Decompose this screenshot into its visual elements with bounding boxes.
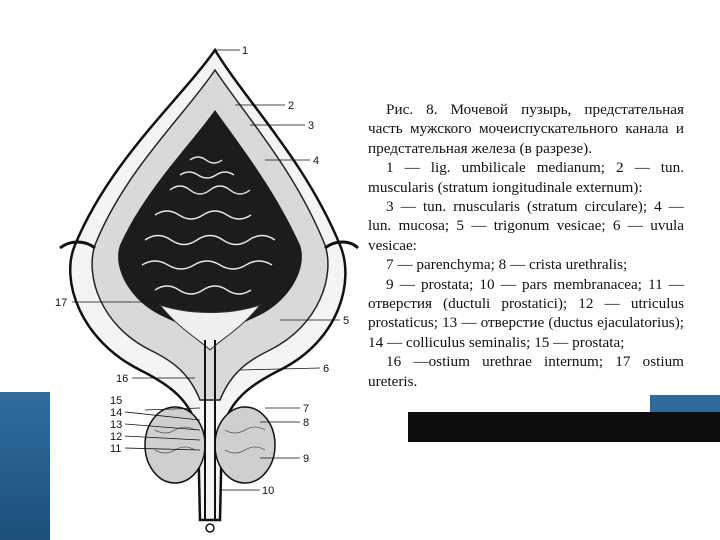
figure-label-7: 7 (303, 403, 310, 415)
figure-label-4: 4 (313, 155, 320, 167)
caption-legend-2: 3 — tun. rnuscularis (stratum circulare); 4 — lun. mucosa; 5 — trigonum vesicae; 6 — uvula vesicae: (368, 198, 684, 254)
bladder-prostate-illustration (50, 40, 360, 540)
figure-label-14: 14 (110, 407, 123, 419)
figure-label-8: 8 (303, 417, 310, 429)
figure-label-12: 12 (110, 431, 123, 443)
decorative-dark-band (408, 412, 720, 442)
caption-title: Рис. 8. Мочевой пузырь, предстательная часть мужского мочеиспускательного канала и предстательная железа (в разрезе). (368, 101, 684, 157)
figure-label-6: 6 (323, 363, 330, 375)
figure-label-15: 15 (110, 395, 123, 407)
figure-label-16: 16 (116, 373, 129, 385)
figure-label-11: 11 (110, 443, 122, 455)
figure-label-5: 5 (343, 315, 350, 327)
figure-label-10: 10 (262, 485, 275, 497)
caption-legend-4: 9 — prostata; 10 — pars membranacea; 11 — отверстия (ductuli prostatici); 12 — utriculus prostaticus; 13 — отверстие (ductus ejaculatorius); 14 — colliculus seminalis; 15 — prostata; (368, 275, 684, 351)
decorative-blue-block (0, 392, 50, 540)
figure-label-9: 9 (303, 453, 310, 465)
figure-label-13: 13 (110, 419, 123, 431)
caption-legend-3: 7 — parenchyma; 8 — crista urethralis; (386, 256, 628, 274)
caption-legend-1: 1 — lig. umbilicale medianum; 2 — tun. muscularis (stratum iongitudinale externum): (368, 159, 684, 196)
figure-label-17: 17 (55, 297, 68, 309)
figure-caption (368, 100, 684, 391)
figure-label-1: 1 (242, 45, 249, 57)
anatomy-figure (50, 40, 360, 540)
figure-label-3: 3 (308, 120, 315, 132)
caption-legend-5: 16 —ostium urethrae internum; 17 ostium ureteris. (368, 353, 684, 390)
figure-label-2: 2 (288, 100, 295, 112)
